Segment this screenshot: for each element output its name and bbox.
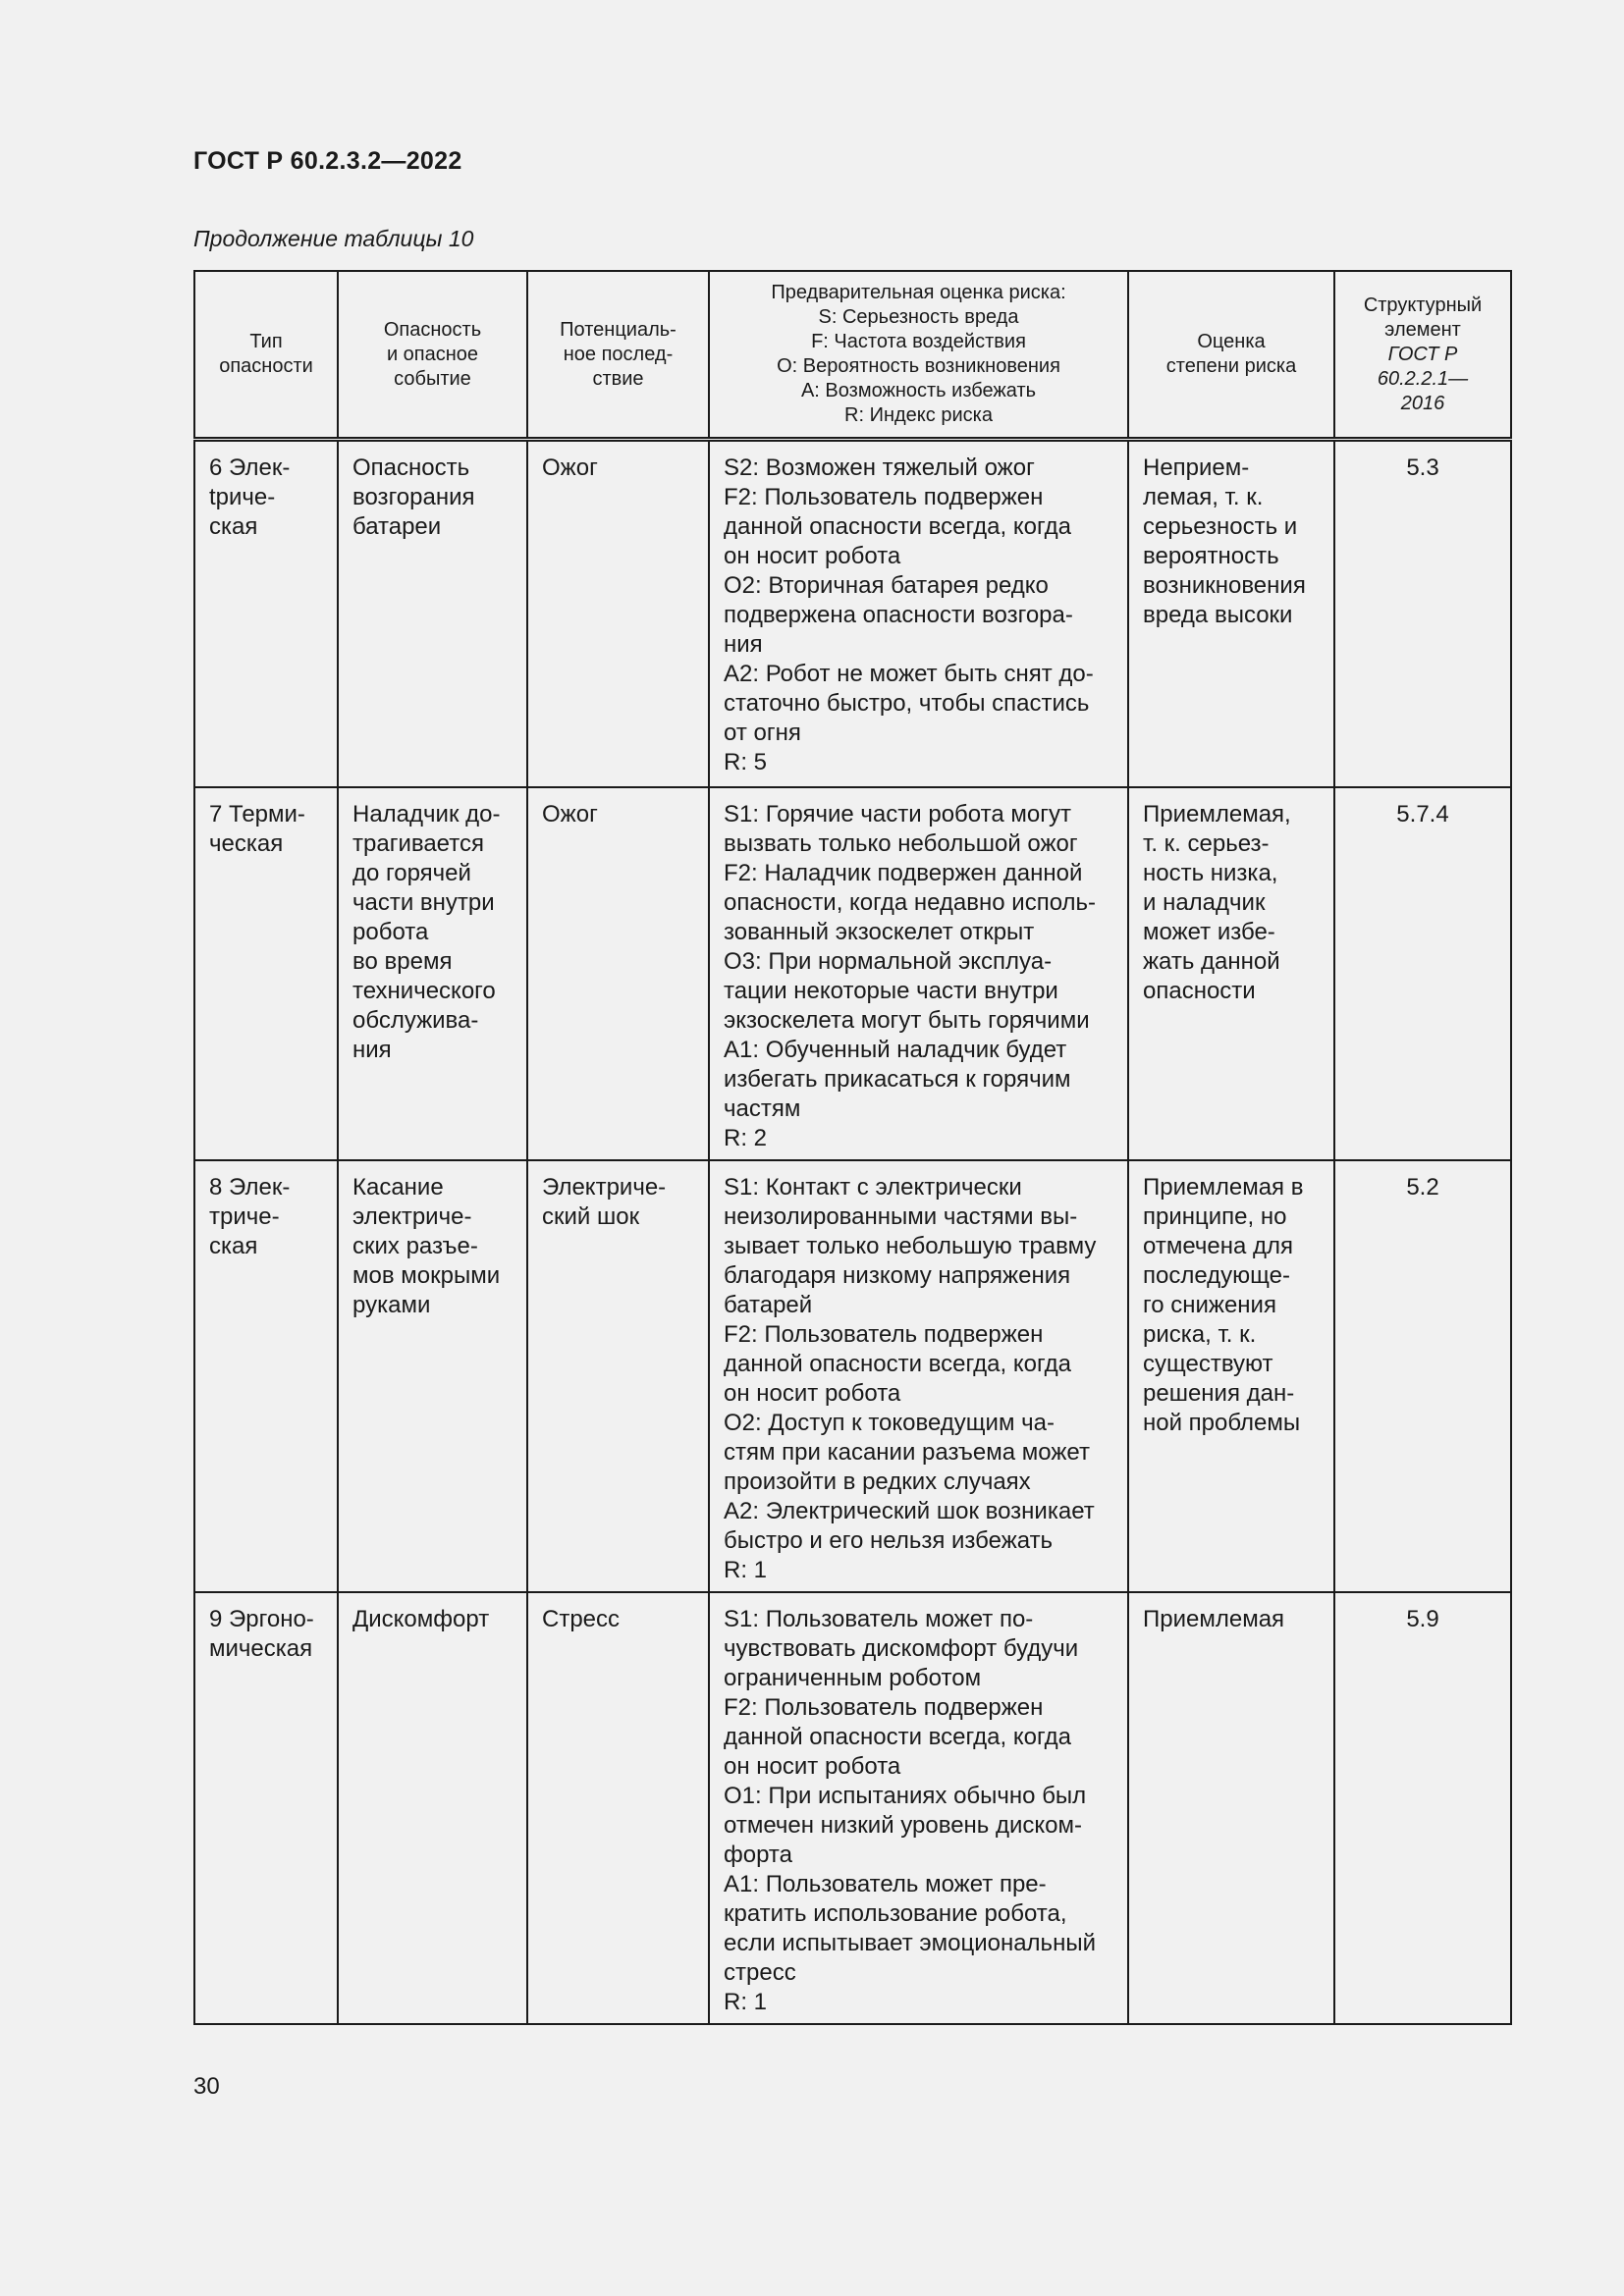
cell-hazard-event: Дискомфорт (338, 1592, 527, 2024)
risk-assessment-table (193, 270, 1512, 2025)
cell-hazard-type: 7 Терми- ческая (194, 787, 338, 1160)
page-number: 30 (193, 2073, 220, 2100)
table-caption: Продолжение таблицы 10 (193, 226, 474, 251)
cell-structural-element: 5.9 (1334, 1592, 1511, 2024)
cell-evaluation: Приемлемая в принципе, но отмечена для последующе- го снижения риска, т. к. существуют решения дан- ной проблемы (1128, 1160, 1334, 1592)
cell-assessment: S2: Возможен тяжелый ожог F2: Пользователь подвержен данной опасности всегда, когда он носит робота O2: Вторичная батарея редко подвержена опасности возгора- ния A2: Робот не может быть снят до- статочно быстро, чтобы спастись от огня R: 5 (709, 440, 1128, 787)
cell-assessment: S1: Горячие части робота могут вызвать только небольшой ожог F2: Наладчик подвержен данной опасности, когда недавно исполь- зованный экзоскелет открыт O3: При нормальной эксплуа- тации некоторые части внутри экзоскелета могут быть горячими A1: Обученный наладчик будет избегать прикасаться к горячим частям R: 2 (709, 787, 1128, 1160)
table-row (194, 1160, 1511, 1592)
cell-hazard-type: 8 Элек- триче- ская (194, 1160, 338, 1592)
cell-consequence: Электриче- ский шок (527, 1160, 709, 1592)
cell-structural-element: 5.7.4 (1334, 787, 1511, 1160)
cell-hazard-event: Опасность возгорания батареи (338, 440, 527, 787)
cell-hazard-type: 6 Элек- tриче- ская (194, 440, 338, 787)
cell-consequence: Ожог (527, 787, 709, 1160)
table-row (194, 1592, 1511, 2024)
header-risk-evaluation: Оценка степени риска (1128, 271, 1334, 440)
cell-consequence: Ожог (527, 440, 709, 787)
cell-hazard-event: Наладчик до- трагивается до горячей части внутри робота во время технического обслужива- ния (338, 787, 527, 1160)
header-structural-element: Структурный элемент ГОСТ Р 60.2.2.1— 2016 (1334, 271, 1511, 440)
header-consequence: Потенциаль- ное послед- ствие (527, 271, 709, 440)
cell-evaluation: Приемлемая, т. к. серьез- ность низка, и наладчик может избе- жать данной опасности (1128, 787, 1334, 1160)
cell-structural-element: 5.3 (1334, 440, 1511, 787)
cell-assessment: S1: Контакт с электрически неизолированными частями вы- зывает только небольшую травму благодаря низкому напряжения батарей F2: Пользователь подвержен данной опасности всегда, когда он носит робота O2: Доступ к токоведущим ча- стям при касании разъема может произойти в редких случаях A2: Электрический шок возникает быстро и его нельзя избежать R: 1 (709, 1160, 1128, 1592)
cell-evaluation: Приемлемая (1128, 1592, 1334, 2024)
cell-evaluation: Неприем- лемая, т. к. серьезность и вероятность возникновения вреда высоки (1128, 440, 1334, 787)
cell-consequence: Стресс (527, 1592, 709, 2024)
table-header-row (194, 271, 1511, 440)
cell-hazard-type: 9 Эргоно- мическая (194, 1592, 338, 2024)
header-hazard: Опасность и опасное событие (338, 271, 527, 440)
cell-structural-element: 5.2 (1334, 1160, 1511, 1592)
table-row (194, 787, 1511, 1160)
cell-hazard-event: Касание электриче- ских разъе- мов мокрыми руками (338, 1160, 527, 1592)
header-type: Тип опасности (194, 271, 338, 440)
table-row (194, 440, 1511, 787)
cell-assessment: S1: Пользователь может по- чувствовать дискомфорт будучи ограниченным роботом F2: Пользователь подвержен данной опасности всегда, когда он носит робота O1: При испытаниях обычно был отмечен низкий уровень диском- форта A1: Пользователь может пре- кратить использование робота, если испытывает эмоциональный стресс R: 1 (709, 1592, 1128, 2024)
document-header: ГОСТ Р 60.2.3.2—2022 (193, 147, 462, 175)
header-preliminary-assessment: Предварительная оценка риска: S: Серьезность вреда F: Частота воздействия O: Вероятность возникновения A: Возможность избежать R: Индекс риска (709, 271, 1128, 440)
